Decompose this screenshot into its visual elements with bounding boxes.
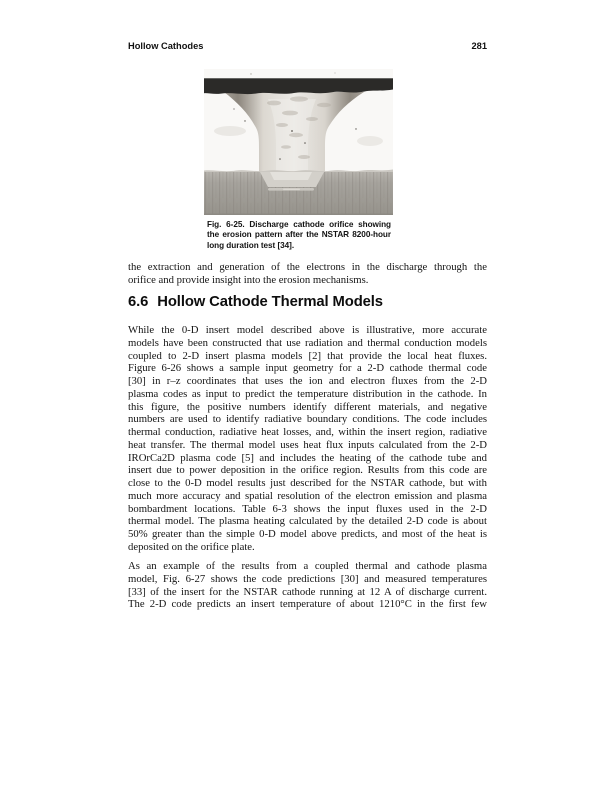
running-title: Hollow Cathodes: [128, 41, 204, 51]
text-line: While the 0-D insert model described above is illustrative, more accurate: [128, 324, 487, 336]
text-line: 50% greater than the simple 0-D model above predicts, and most of the heat is: [128, 528, 487, 540]
text-line: orifice and provide insight into the erosion mechanisms.: [128, 273, 369, 286]
text-line: much more accuracy and spatial resolution of the electron emission and plasma: [128, 489, 487, 502]
text-line: The 2-D code predicts an insert temperature of about 1210°C in the first few: [128, 598, 487, 611]
text-line: Figure 6-26 shows a sample input geometry for a 2-D cathode thermal code: [128, 362, 487, 375]
photo-graphic: [204, 69, 393, 215]
text-line: long duration test [34].: [207, 240, 295, 250]
section-number: 6.6: [128, 294, 149, 310]
text-line: [30] in r–z coordinates that uses the ion and electron fluxes from the 2-D: [128, 375, 487, 387]
paragraph-example: [128, 560, 487, 611]
text-line: thermal model. The plasma heating calculated by the detailed 2-D code is about: [128, 515, 487, 528]
text-line: IROrCa2D plasma code [5] and includes the heating of the cathode tube and: [128, 451, 487, 464]
running-header: [128, 41, 487, 51]
text-line: numbers are used to identify radiative boundary conditions. The code includes: [128, 413, 487, 426]
text-line: heat transfer. The thermal model uses heat flux inputs calculated from the 2-D: [128, 438, 487, 451]
text-line: [33] of the insert for the NSTAR cathode running at 12 A of discharge current.: [128, 585, 487, 598]
text-line: bombardment locations. Table 6-3 shows the input fluxes used in the 2-D: [128, 502, 487, 515]
section-heading: [128, 294, 383, 310]
text-line: close to the 0-D model results just described for the NSTAR cathode, but with: [128, 477, 487, 489]
text-line: deposited on the orifice plate.: [128, 540, 255, 553]
text-line: the extraction and generation of the electrons in the discharge through the: [128, 261, 487, 273]
text-line: coupled to 2-D insert plasma models [2] that provide the local heat fluxes.: [128, 349, 487, 362]
text-line: Fig. 6-25. Discharge cathode orifice showing: [207, 220, 391, 229]
paragraph-thermal-models: [128, 324, 487, 554]
paragraph-intro: [128, 261, 487, 287]
section-title: Hollow Cathode Thermal Models: [157, 294, 383, 310]
text-line: thermal conduction, radiative heat losses, and, within the insert region, radiative: [128, 426, 487, 438]
text-line: model, Fig. 6-27 shows the code predictions [30] and measured temperatures: [128, 572, 487, 585]
text-line: models have been constructed that use radiation and thermal conduction models: [128, 336, 487, 349]
cathode-orifice-photo: [204, 69, 393, 215]
text-line: plasma codes as input to predict the temperature distribution in the cathode. In: [128, 387, 487, 400]
text-line: the erosion pattern after the NSTAR 8200-hour: [207, 230, 391, 240]
text-line: As an example of the results from a coupled thermal and cathode plasma: [128, 560, 487, 572]
text-line: insert due to power deposition in the orifice region. Results from this code are: [128, 464, 487, 477]
text-line: this figure, the positive numbers identify different materials, and negative: [128, 400, 487, 413]
page-number: 281: [471, 41, 487, 51]
figure-caption: [207, 220, 391, 251]
